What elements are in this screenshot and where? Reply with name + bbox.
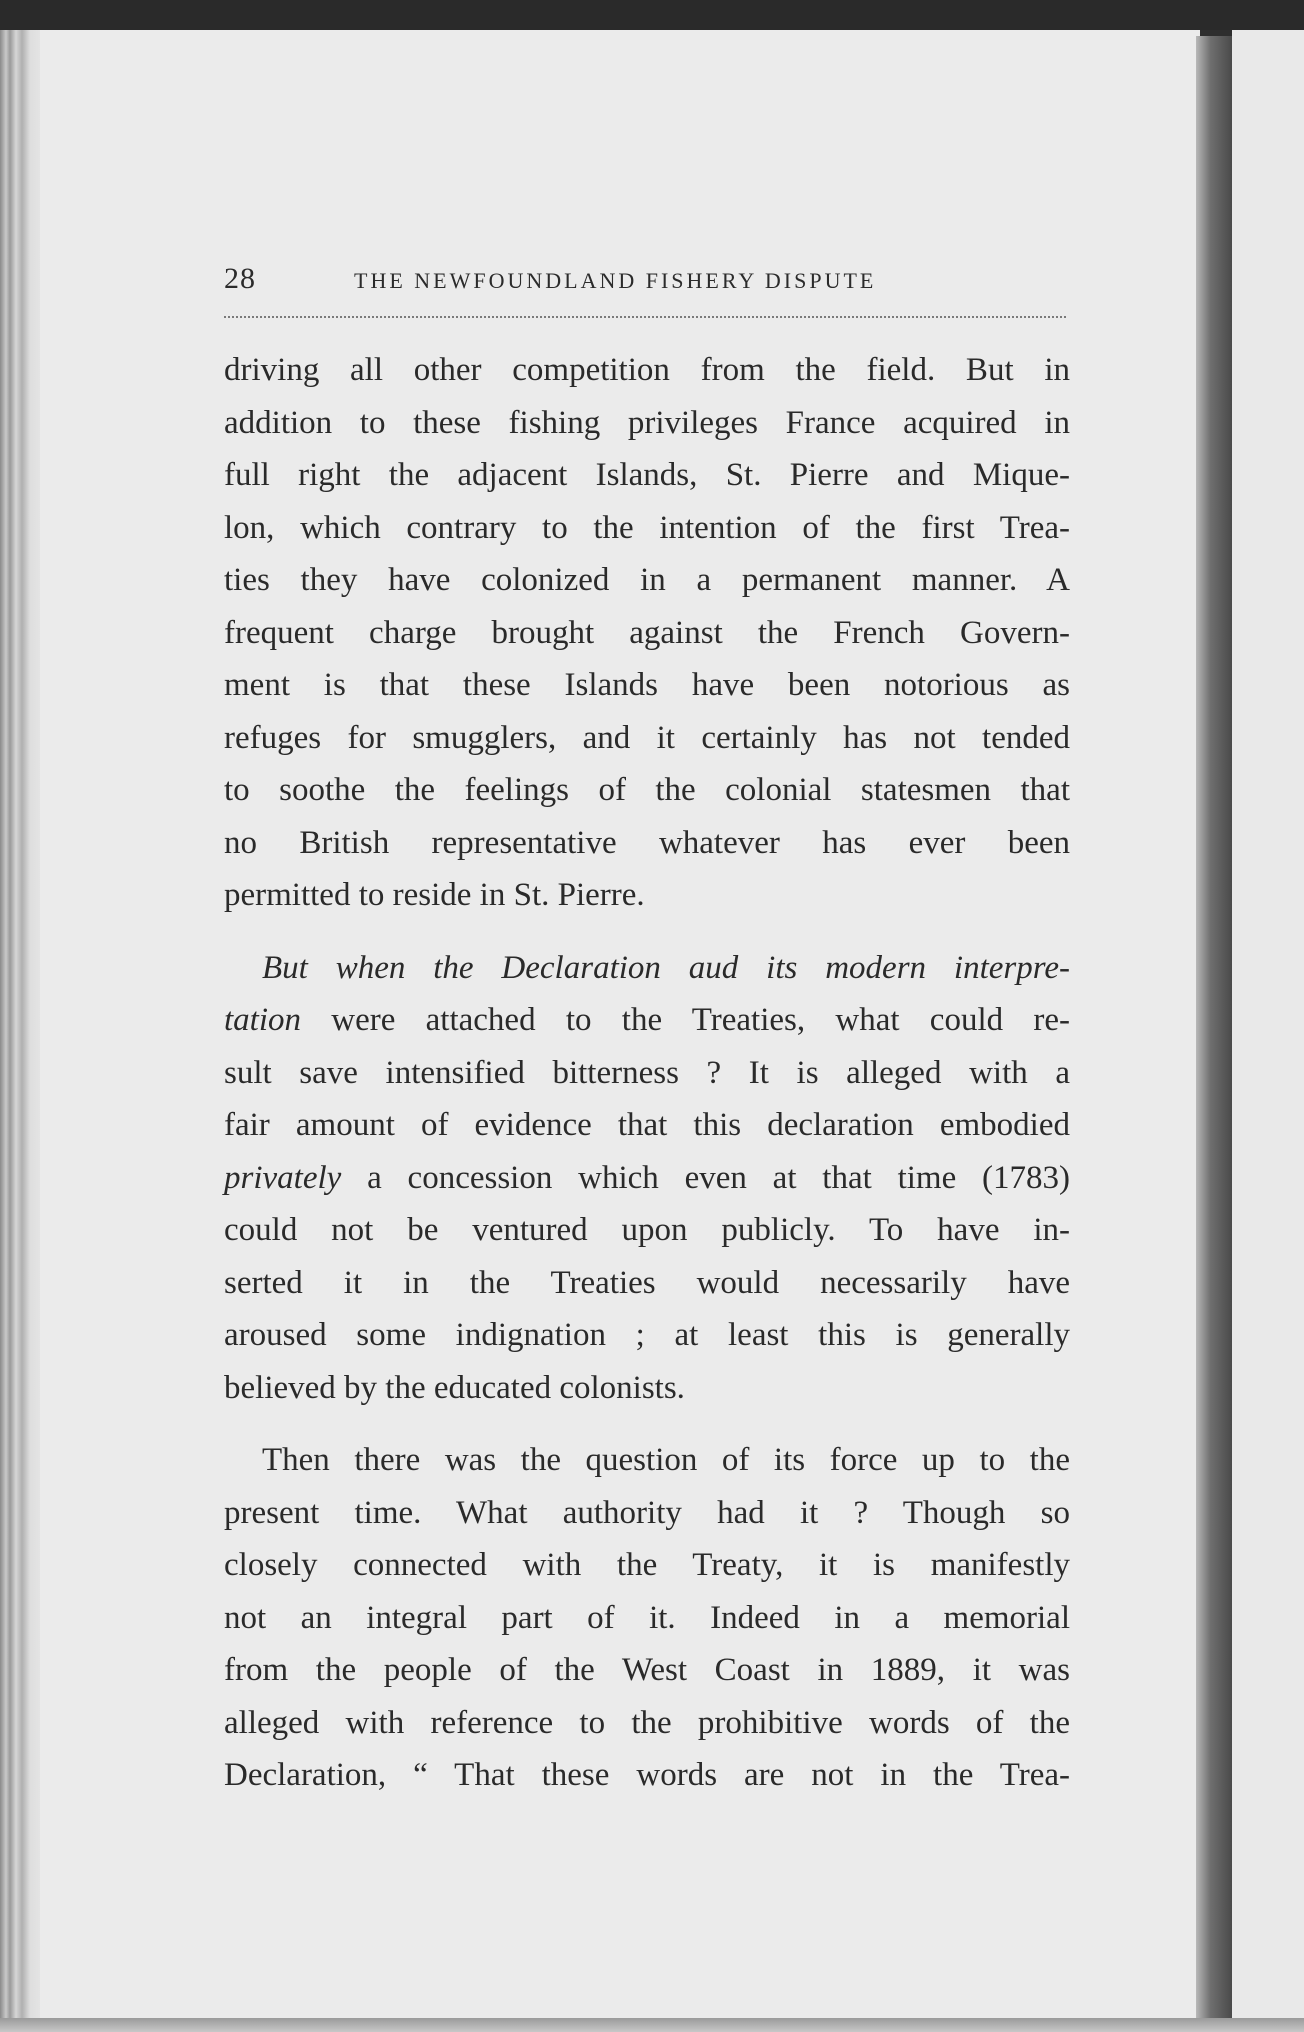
page-edge-shadow [1196, 36, 1232, 2020]
text-line [224, 994, 1070, 1047]
text-fragment: a concession which even at that time (1783) [341, 1159, 1070, 1196]
text-line: alleged with reference to the prohibitive words of the [224, 1704, 1070, 1741]
running-head [224, 262, 1066, 302]
running-title: THE NEWFOUNDLAND FISHERY DISPUTE [354, 268, 877, 293]
text-line: believed by the educated colonists. [224, 1369, 685, 1406]
text-line: fair amount of evidence that this declaration embodied [224, 1107, 1070, 1143]
text-fragment: were attached to the Treaties, what could re- [301, 1002, 1070, 1038]
adjacent-page-edge [1232, 30, 1304, 2032]
page-number: 28 [224, 262, 256, 295]
text-line: ties they have colonized in a permanent manner. A [224, 562, 1070, 598]
text-line: Declaration, “ That these words are not in the Trea- [224, 1757, 1070, 1793]
italic-text: privately [224, 1159, 342, 1196]
text-line: Then there was the question of its force up to the [262, 1442, 1070, 1478]
text-line: refuges for smugglers, and it certainly has not tended [224, 719, 1070, 756]
paragraph-2 [224, 942, 1070, 1415]
text-line: serted it in the Treaties would necessarily have [224, 1264, 1070, 1301]
text-line: ment is that these Islands have been notorious as [224, 667, 1070, 703]
text-line: addition to these fishing privileges France acquired in [224, 404, 1070, 441]
text-line: to soothe the feelings of the colonial statesmen that [224, 772, 1070, 808]
book-spine-edge [0, 30, 44, 2032]
text-line: could not be ventured upon publicly. To have in- [224, 1212, 1070, 1248]
scan-bottom-border [0, 2018, 1304, 2032]
italic-text: But when the Declaration aud its modern interpre- [262, 949, 1070, 986]
text-line [224, 1152, 1070, 1205]
text-line [224, 942, 1070, 995]
text-line: frequent charge brought against the French Govern- [224, 614, 1070, 651]
text-line: sult save intensified bitterness ? It is alleged with a [224, 1054, 1070, 1091]
paragraph-3 [224, 1434, 1070, 1802]
text-line: full right the adjacent Islands, St. Pierre and Mique- [224, 457, 1070, 493]
text-line: permitted to reside in St. Pierre. [224, 877, 645, 913]
italic-text: tation [224, 1002, 302, 1038]
text-line: lon, which contrary to the intention of the first Trea- [224, 509, 1070, 546]
text-line: driving all other competition from the field. But in [224, 352, 1070, 388]
text-line: not an integral part of it. Indeed in a memorial [224, 1599, 1070, 1636]
body-text [224, 344, 1070, 1802]
paragraph-1 [224, 344, 1070, 922]
text-line: aroused some indignation ; at least this is generally [224, 1317, 1070, 1353]
text-line: from the people of the West Coast in 1889, it was [224, 1652, 1070, 1688]
scan-top-border [0, 0, 1304, 30]
header-rule [224, 316, 1066, 318]
text-line: closely connected with the Treaty, it is manifestly [224, 1547, 1070, 1583]
text-line: present time. What authority had it ? Though so [224, 1494, 1070, 1531]
text-line: no British representative whatever has ever been [224, 824, 1070, 861]
